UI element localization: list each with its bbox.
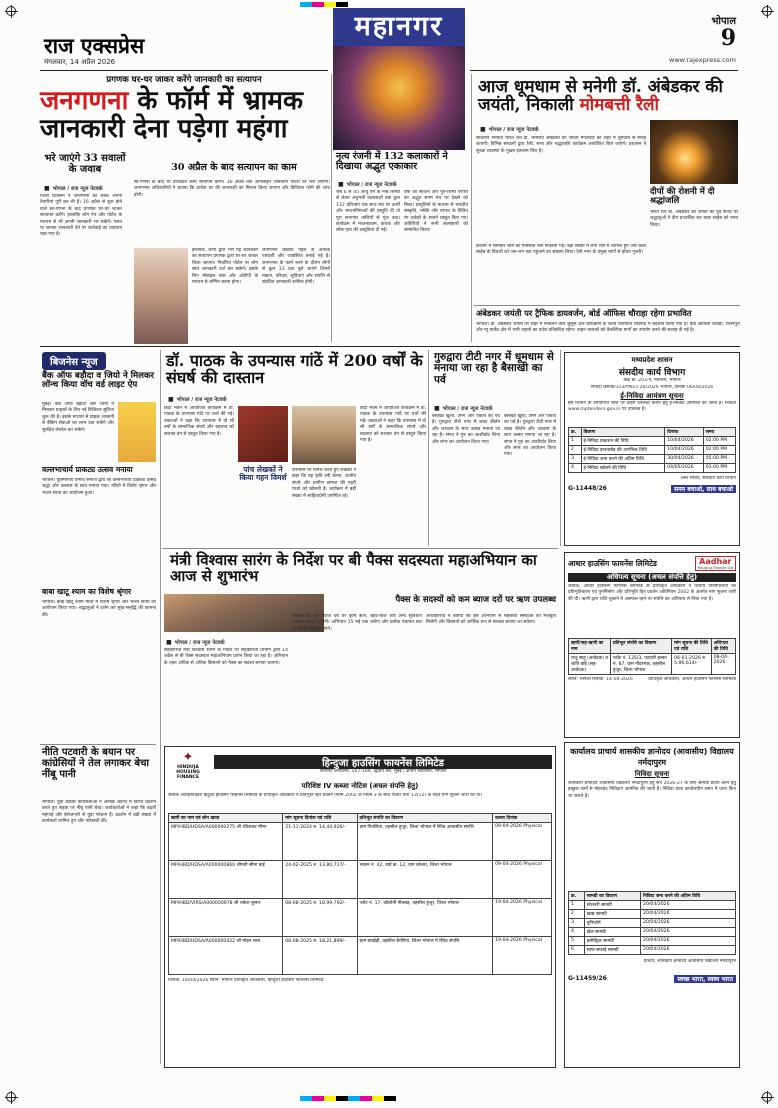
table-row: MP/HBD/VIRS/A000000978 श्री राकेश कुमार 08-08-2025 रु. 18,99,792/- प्लॉट नं. 17, कॉलोनी नीलबड़, तहसील हुजूर, जिला भोपाल 19-04-2026 Physical [169, 899, 552, 937]
registration-mark [762, 6, 772, 16]
aadhar-footer: प्राधिकृत अधिकारी, आधार हाउसिंग फायनेंस लिमिटेड [648, 677, 736, 682]
novel-body-3: हिंदी भवन में आयोजित कार्यक्रम में डॉ. पाठक के उपन्यास गांठें पर चर्चा की गई। वक्ताओं ने कहा कि उपन्यास में दो सौ वर्षों के सामाजिक संघर्ष और बदलाव को सशक्त ढंग से प्रस्तुत किया गया है। [360, 406, 426, 444]
candle-rally-photo [650, 120, 738, 184]
tender-footer: अवर सचिव, संसदीय कार्य विभाग [680, 476, 736, 481]
section-banner: महानगर [333, 8, 465, 46]
business-body-1: मुंबई। बैंक ऑफ बड़ौदा और जियो ने मिलकर ग्राहकों के लिए नई डिजिटल सुविधा शुरू की है। इसके माध्यम से ग्राहक आसानी से बैंकिंग सेवाओं का लाभ उठा सकेंगे और सुरक्षित लेनदेन कर सकेंगे। [42, 402, 114, 433]
traffic-headline: अंबेडकर जयंती पर ट्रैफिक डायवर्जन, बोर्ड ऑफिस चौराहा रहेगा प्रभावित [476, 308, 692, 318]
congress-headline: नीति पटवारी के बयान पर कांग्रेसियों ने तेल लगाकर बेचा नींबू पानी [42, 747, 150, 780]
table-row: 4 ई-निविदा खोलने की तिथि 04/05/2026 03:00 PM [569, 464, 736, 473]
table-row: 2 ई-निविदा डाउनलोड की आरंभिक तिथि 10/04/2026 02:00 PM [569, 446, 736, 455]
aadhar-ad [564, 552, 740, 738]
pacs-body-2: सदस्यों को कम ब्याज दरों पर कृषि ऋण, खाद-बीज और अन्य सुविधाएं उपलब्ध कराई जाएंगी। अभियान 15 मई तक चलेगा और प्रत्येक पंचायत स्तर पर शिविर लगाए जाएंगे। [292, 614, 422, 632]
pacs-subhead: पैक्स के सदस्यों को कम ब्याज दरों पर ऋण उपलब्ध [395, 595, 556, 605]
census-headline-rest: के फॉर्म में भ्रामक जानकारी देना पड़ेगा महंगा [40, 86, 303, 145]
business-tag: बिजनेस न्यूज [42, 350, 106, 370]
congress-body: भोपाल। युवा कांग्रेस कार्यकर्ताओं ने अनोखे अंदाज में विरोध प्रदर्शन करते हुए सड़क पर नींबू पानी बेचा। कार्यकर्ताओं ने कहा कि बढ़ती महंगाई और बेरोजगारी से युवा परेशान हैं। प्रदर्शन में बड़ी संख्या में कार्यकर्ता शामिल हुए और नारेबाजी की। [42, 800, 156, 825]
aadhar-table: ऋणी/सह-ऋणी का नाम प्रतिभूत संपत्ति का विवरण मांग सूचना की तिथि एवं राशि अधिपत्य की तिथि राजू साहू (आवेदक) व शांति बाई (सह-आवेदक) प्लॉट नं. 135/3, पटवारी हल्का नं. 87, ग्राम गोंदरमऊ, तहसील हुजूर, जिला भोपाल 06-01-2026 रु. 5,96,614/- 08-04-2026 [568, 638, 736, 675]
novel-pull-quote: पांच लेखकों ने किया गहन विमर्श [239, 465, 287, 483]
dance-byline: ■ भोपाल / राज न्यूज नेटवर्क [338, 180, 397, 188]
school-title: कार्यालय प्राचार्य शासकीय ज्ञानोदय (आवासीय) विद्यालय नर्मदापुरम [570, 747, 734, 767]
school-code: G-11459/26 [568, 975, 607, 982]
gurudwara-headline: गुरुद्वारा टीटी नगर में धूमधाम से मनाया जा रहा है बैसाखी का पर्व [434, 351, 554, 386]
tender-col-sn: क्र. [569, 428, 582, 437]
pacs-headline: मंत्री विश्वास सारंग के निर्देश पर बी पैक्स सदस्यता महाअभियान का आज से शुभारंभ [170, 551, 537, 586]
tender-col-time: समय [703, 428, 735, 437]
ambedkar-photo-title: दीपों की रोशनी में दी श्रद्धांजलि [650, 187, 715, 207]
hinduja-intro: जबकि अधोहस्ताक्षरी हिंदुजा हाउसिंग फाइनेंस लिमिटेड के प्राधिकृत अधिकारी ने प्रतिभूति हित प्रवर्तन नियम 2002 के नियम 3 के साथ पठित धारा 13(12) के तहत मांग सूचना जारी की थी। [168, 793, 483, 798]
novel-byline: ■ भोपाल / राज न्यूज नेटवर्क [168, 395, 227, 403]
registration-mark [762, 1092, 772, 1102]
ambedkar-byline: ■ भोपाल / राज न्यूज नेटवर्क [480, 125, 539, 133]
school-subtitle: निविदा सूचना [634, 770, 670, 778]
table-row: MP/HBD/HDSA/A000000275 श्री रविशंकर मीणा 21-11-2024 रु. 14,44,926/- ग्राम पिपलिया, तहसील हुजूर, जिला भोपाल में स्थित आवासीय संपत्ति 09-04-2026 Physical [169, 823, 552, 861]
census-headline [40, 87, 332, 143]
tender-col-desc: विवरण [581, 428, 665, 437]
tender-ad [564, 352, 740, 546]
page-number: 9 [720, 25, 736, 51]
business-body-3: भोपाल। बाबा खाटू श्याम मंदिर में विशेष श्रृंगार और भजन संध्या का आयोजन किया गया। श्रद्धालुओं ने दर्शन कर सुख-समृद्धि की कामना की। [42, 600, 156, 618]
novel-headline: डॉ. पाठक के उपन्यास गांठें में 200 वर्षों के संघर्ष की दास्तान [166, 351, 423, 388]
tender-title: ई-निविदा आमंत्रण सूचना [620, 392, 684, 400]
census-body-3: हालांकि, लोगों द्वारा भरी गई जानकारी का सत्यापन प्रगणक द्वारा घर-घर जाकर किया जाएगा। निर्धारित पोर्टल पर लोग स्वयं जानकारी दर्ज कर सकेंगे। इसके लिए मोबाइल नंबर और ओटीपी के माध्यम से लॉगिन करना होगा। [192, 248, 258, 286]
novel-body-2a: उपन्यास पर विमर्श करते हुए लेखकों ने कहा कि यह कृति स्त्री चेतना, जातीय संघर्ष और ग्रामीण समाज की गहरी परतों को खोलती है। कार्यक्रम में बड़ी संख्या में साहित्यप्रेमी उपस्थित रहे। [292, 468, 356, 499]
dance-photo [333, 46, 465, 150]
census-count: भरे जाएंगे 33 सवालों के जवाब [44, 153, 126, 175]
phone-product-photo [118, 402, 156, 462]
hinduja-footer: दिनांक: 14/04/2026 स्थान: भोपाल प्राधिकृत अधिकारी, हिन्दुजा हाउसिंग फायनेंस लिमिटेड [168, 978, 324, 983]
gurudwara-byline: ■ भोपाल / राज न्यूज नेटवर्क [434, 404, 493, 412]
table-row: 6 साफ-सफाई सामग्री 20/04/2026 [569, 946, 736, 955]
ambedkar-headline-red: मोमबत्ती रैली [579, 95, 659, 116]
pacs-body-3: अधिकारियों ने बताया कि इस अभियान से सहकारी संस्थाओं को मजबूती मिलेगी और किसानों को आर्थिक रूप से सशक्त बनाया जा सकेगा। [426, 614, 556, 626]
novel-body-1: हिंदी भवन में आयोजित कार्यक्रम में डॉ. पाठक के उपन्यास गांठें पर चर्चा की गई। वक्ताओं ने कहा कि उपन्यास में दो सौ वर्षों के सामाजिक संघर्ष और बदलाव को सशक्त ढंग से प्रस्तुत किया गया है। [164, 406, 234, 437]
table-row: 3 ई-निविदा जमा करने की अंतिम तिथि 30/04/2026 05:00 PM [569, 455, 736, 464]
ambedkar-body-1: संविधान निर्माता भारत रत्न डॉ. भीमराव अंबेडकर की जयंती मंगलवार को शहर में धूमधाम से मनाई जाएगी। विभिन्न संगठनों द्वारा रैली, सभा और श्रद्धांजलि कार्यक्रम आयोजित किए जाएंगे। प्रशासन ने सुरक्षा व्यवस्था के पुख्ता इंतजाम किए हैं। [476, 136, 646, 154]
tender-code: G-11448/26 [568, 485, 607, 492]
tender-table [568, 427, 736, 473]
tender-address: कक्ष क्र. 203-ए, मंत्रालय, भोपाल [623, 378, 681, 383]
aadhar-logo: Aadhar Housing Finance Ltd [695, 556, 736, 571]
paper-name: राज एक्सप्रेस [44, 33, 145, 58]
table-row: 5 इलेक्ट्रिक सामग्री 20/04/2026 [569, 937, 736, 946]
table-row: 1 ई-निविदा प्रकाशन की तिथि 10/04/2026 02:00 PM [569, 437, 736, 446]
pacs-body-1: सहकारिता मंत्री विश्वास सारंग के निर्देश पर सहकारिता विभाग द्वारा 14 अप्रैल से बी पैक्स सदस्यता महाअभियान प्रारंभ किया जा रहा है। अभियान के तहत अधिक से अधिक किसानों को पैक्स का सदस्य बनाया जाएगा। [164, 648, 288, 666]
hinduja-logo: ✦ HINDUJA HOUSING FINANCE [168, 750, 208, 780]
ambedkar-body-2: कोलार में सोमवार शाम को मोमबत्ती रैली निकाली गई। बड़ी संख्या में लोग रैली में शामिल हुए और बाबा साहेब के विचारों को जन-जन तक पहुंचाने का संकल्प लिया। रैली नगर के प्रमुख मार्गों से होकर गुजरी। [476, 244, 646, 256]
census-photo [134, 248, 188, 344]
table-row: 1 स्टेशनरी सामग्री 20/04/2026 [569, 901, 736, 910]
book-cover-photo [238, 406, 288, 462]
website: www.rajexpress.com [669, 56, 736, 64]
census-body-4: जनगणना प्रक्रिया पहले से अधिक पारदर्शी और व्यवस्थित बनाई गई है। जनगणना के फार्म भरने के दौरान लोगों से कुल 33 प्रश्न पूछे जाएंगे जिनमें मकान, परिवार, सुविधाएं और संपत्ति से संबंधित जानकारी शामिल होगी। [262, 248, 330, 286]
ambedkar-headline [478, 78, 740, 115]
city-name: भोपाल [711, 16, 736, 27]
table-row: MP/HBD/HDSA/A000000860 श्रीमती सीमा बाई 24-02-2025 रु. 13,80,717/- मकान नं. 42, वार्ड क्र. 12, ग्राम कोलार, जिला भोपाल 09-04-2026 Physical [169, 861, 552, 899]
event-photo [292, 406, 356, 464]
tender-slogan: समय बचाओ, साथ बचाओ [671, 485, 736, 493]
pacs-byline: ■ भोपाल / राज न्यूज नेटवर्क [166, 638, 225, 646]
tender-header-2: संसदीय कार्य विभाग [618, 368, 686, 378]
gurudwara-body-1: बैसाखी खुशी, उमंग और एकता का पर्व है। गुरुद्वारा टीटी नगर में शबद कीर्तन और अरदास के साथ उत्सव मनाया जा रहा है। संगत ने गुरु का आशीर्वाद लिया और लंगर का आयोजन किया गया। [432, 414, 500, 445]
school-table: क्र. सामग्री का विवरण निविदा जमा करने की अंतिम तिथि 1 स्टेशनरी सामग्री 20/04/2026 2 खाद्य सामग्री 20/04/2026 3 यूनिफॉर्म 20/04/2026 4 खेल सामग्री 20/04/2026 5 इलेक्ट्रिक सामग्री 20/04/2026 6 साफ-सफाई सामग्री 20/04/2026 [568, 891, 736, 955]
hinduja-emblem-icon: ✦ [182, 750, 194, 765]
table-row: राजू साहू (आवेदक) व शांति बाई (सह-आवेदक) प्लॉट नं. 135/3, पटवारी हल्का नं. 87, ग्राम गोंदरमऊ, तहसील हुजूर, जिला भोपाल 06-01-2026 रु. 5,96,614/- 08-04-2026 [569, 654, 736, 675]
hinduja-notice: परिशिष्ट IV कब्जा नोटिस (अचल संपत्ति हेतु) [301, 782, 419, 790]
aadhar-name: आधार हाउसिंग फायनेंस लिमिटेड [568, 558, 657, 568]
gurudwara-body-2: बैसाखी खुशी, उमंग और एकता का पर्व है। गुरुद्वारा टीटी नगर में शबद कीर्तन और अरदास के साथ उत्सव मनाया जा रहा है। संगत ने गुरु का आशीर्वाद लिया और लंगर का आयोजन किया गया। [504, 414, 556, 458]
ambedkar-photo-caption: भारत रत्न डॉ. अंबेडकर की जयंती की पूर्व संध्या पर श्रद्धालुओं ने दीप प्रज्वलित कर बाबा साहेब को नमन किया। [650, 210, 738, 228]
registration-mark [6, 1092, 16, 1102]
school-slogan: स्वच्छ भारत, स्वस्थ भारत [674, 975, 736, 983]
tender-intro: इस विभाग के उपयोगार्थ लीज पर वाहन उपलब्ध कराने हेतु ई-निविदा आमंत्रित की जाती है। निविदा www.mptenders.gov.in पर उपलब्ध है। [568, 401, 736, 413]
school-ad [564, 742, 740, 1068]
dance-body-1: जब 6 से 45 आयु वर्ग के नन्ह शिष्यों से लेकर अनुभवी कलाकारों तक कुल 132 प्रतिभाएं एक साथ मंच पर उतरीं और भावभंगिमाओं की प्रस्तुति दी तो पूरा सभागार तालियों से गूंज उठा। कार्यक्रम में भरतनाट्यम, कथक और लोक नृत्य की प्रस्तुतियां दी गईं। [336, 190, 400, 234]
census-body-1: जिला प्रशासन ने जनगणना को लेकर अपनी तैयारियां पूरी कर ली हैं। 16 अप्रैल से शुरू होने वाले स्व-गणना के बाद प्रगणक घर-घर जाकर सत्यापन करेंगे। हालांकि लोग ऐप और पोर्टल के माध्यम से भी अपनी जानकारी भर सकेंगे। गलत या भ्रामक जानकारी देने पर कार्रवाई का प्रावधान रखा गया है। [40, 194, 122, 238]
dance-body-2: वर्षों की साधना और गुरु-शिष्य परंपरा का अद्भुत संगम मंच पर देखने को मिला। प्रस्तुतियों के माध्यम से भारतीय संस्कृति, भक्ति और परंपरा के विविध रंग दर्शकों के सामने प्रस्तुत किए गए। अतिथियों ने सभी कलाकारों को सम्मानित किया। [404, 190, 468, 234]
census-byline: ■ भोपाल / राज न्यूज नेटवर्क [44, 184, 103, 192]
school-footer: प्राचार्य, शासकीय ज्ञानोदय आवासीय विद्यालय नर्मदापुरम [643, 959, 736, 964]
hinduja-table: ऋणी का नाम एवं लोन खाता मांग सूचना दिनांक एवं राशि प्रतिभूत संपत्ति का विवरण कब्जा दिनांक MP/HBD/HDSA/A000000275 श्री रविशंकर मीणा 21-11-2024 रु. 14,44,926/- ग्राम पिपलिया, तहसील हुजूर, जिला भोपाल में स्थित आवासीय संपत्ति 09-04-2026 Physical MP/HBD/HDSA/A000000860 श्रीमती सीमा बाई 24-02-2025 रु. 13,80,717/- मकान नं. 42, वार्ड क्र. 12, ग्राम कोलार, जिला भोपाल 09-04-2026 Physical MP/HBD/VIRS/A000000978 श्री राकेश कुमार 08-08-2025 रु. 18,99,792/- प्लॉट नं. 17, कॉलोनी नीलबड़, तहसील हुजूर, जिला भोपाल 19-04-2026 Physical MP/HBD/HDSA/A000000422 श्री मोहन लाल 08-08-2025 रु. 18,21,899/- ग्राम बरखेड़ी, तहसील बैरसिया, जिला भोपाल में स्थित संपत्ति 19-04-2026 Physical [168, 813, 552, 975]
tender-header-1: मध्यप्रदेश शासन [631, 356, 673, 364]
business-headline-2: वल्लभाचार्य प्राकट्य उत्सव मनाया [42, 465, 133, 474]
business-headline-1: बैंक ऑफ बड़ौदा व जियो ने मिलकर लॉन्च किया वॉच वर्ड लाइट ऐप [42, 371, 155, 391]
traffic-body: भोपाल। डॉ. अंबेडकर जयंती पर शहर में निकलने वाले जुलूस और कार्यक्रमों के चलते यातायात व्यवस्था में बदलाव किया गया है। बोर्ड ऑफिस चौराहा, रोशनपुरा और न्यू मार्केट क्षेत्र में भारी वाहनों का प्रवेश प्रतिबंधित रहेगा। वाहन चालकों को वैकल्पिक मार्गों का उपयोग करने की सलाह दी गई है। [476, 322, 740, 334]
hinduja-address: कॉर्पोरेट कार्यालय: 167-169, द्वितीय तल, मुंबई | क्षेत्रीय कार्यालय: भोपाल [320, 768, 446, 774]
registration-mark [6, 6, 16, 16]
ambedkar-headline-main: आज धूमधाम से मनेगी डॉ. अंबेडकर की जयंती, निकाली [478, 77, 723, 116]
hinduja-title: हिन्दुजा हाउसिंग फायनेंस लिमिटेड [214, 755, 552, 769]
census-body-2: स्व-गणना के बाद भी प्रशिक्षित कर्मी सत्यापन करेंगे। 30 अप्रैल तक ऑनलाइन जानकारी पोर्टल पर भरी जाएगी। जनगणना अधिकारियों ने बताया कि प्रत्येक घर की जानकारी का मिलान किया जाएगा और डिजिटल फॉर्म की जांच होगी। [134, 180, 330, 198]
color-bar [300, 2, 348, 7]
table-row: MP/HBD/HDSA/A000000422 श्री मोहन लाल 08-08-2025 रु. 18,21,899/- ग्राम बरखेड़ी, तहसील बैरसिया, जिला भोपाल में स्थित संपत्ति 19-04-2026 Physical [169, 937, 552, 975]
hinduja-ad [164, 746, 556, 1068]
table-row: 4 खेल सामग्री 20/04/2026 [569, 928, 736, 937]
census-headline-red: जनगणना [40, 86, 129, 116]
date-line: मंगलवार, 14 अप्रैल 2026 [44, 58, 116, 66]
table-row: 3 यूनिफॉर्म 20/04/2026 [569, 919, 736, 928]
table-row: 2 खाद्य सामग्री 20/04/2026 [569, 910, 736, 919]
aadhar-notice-title: अधिपत्य सूचना (अचल संपत्ति हेतु) [568, 573, 736, 582]
tender-col-date: दिनांक [665, 428, 703, 437]
color-bar [300, 1096, 396, 1101]
business-headline-3: बाबा खाटू श्याम का विशेष श्रृंगार [42, 587, 132, 596]
census-deck: 30 अप्रैल के बाद सत्यापन का काम [171, 162, 297, 173]
tender-ref: निविदा क्रमांक/353/एफ15-26/2026 भोपाल, दिनांक 06/04/2026 [590, 385, 714, 390]
dance-headline: नृत्य रंजनी में 132 कलाकारों ने दिखाया अद्भुत एकाकार [336, 151, 448, 173]
business-body-2: भोपाल। पुष्टिमार्गीय वैष्णव समाज द्वारा श्री वल्लभाचार्य प्राकट्य उत्सव श्रद्धा और उल्लास के साथ मनाया गया। मंदिरों में विशेष श्रृंगार और भजन संध्या का आयोजन हुआ। [42, 478, 156, 496]
school-body: शासकीय ज्ञानोदय आवासीय विद्यालय नर्मदापुरम हेतु सत्र 2026-27 के लिए सामग्री प्रदाय करने हेतु इच्छुक फर्मों से मोहरबंद निविदाएं आमंत्रित की जाती हैं। निविदा प्रपत्र कार्यालयीन समय में प्राप्त किए जा सकते हैं। [568, 781, 736, 799]
aadhar-body: जबकि, आधार हाउसिंग फायनेंस लिमिटेड के प्राधिकृत अधिकारी ने वित्तीय परिसंपत्तियों का प्रतिभूतिकरण एवं पुनर्निर्माण और प्रतिभूति हित प्रवर्तन अधिनियम 2002 के अंतर्गत मांग सूचना जारी की थी। ऋणी द्वारा राशि चुकाने में असफल रहने पर संपत्ति का अधिपत्य ले लिया गया है। [568, 584, 736, 602]
aadhar-place-date: स्थान: भोपाल दिनांक: 14-04-2026 [568, 677, 633, 682]
census-kicker: प्रगणक घर-घर जाकर करेंगे जानकारी का सत्यापन [106, 75, 262, 85]
